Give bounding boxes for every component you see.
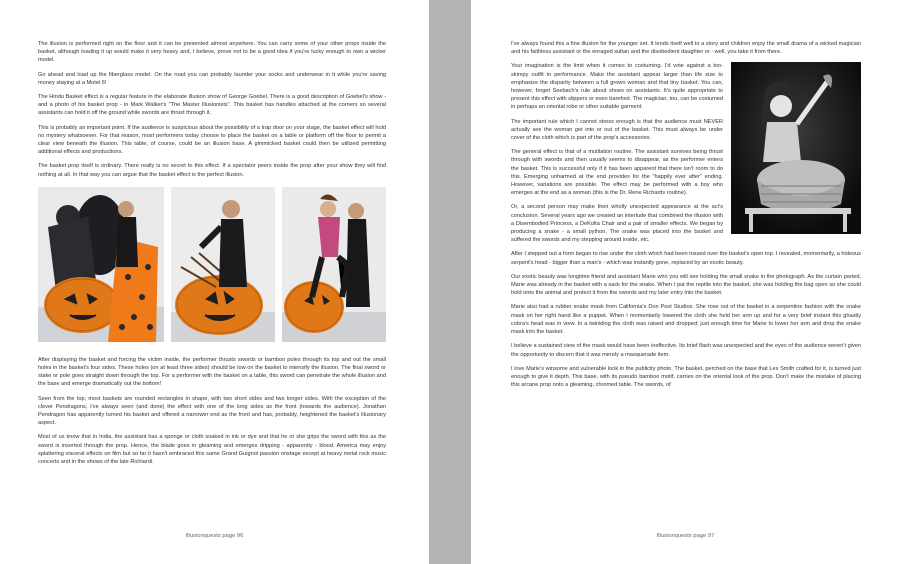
paragraph: The general effect is that of a mutilation routine. The assistant survives being thrust through with swords and then usually seems to disappear, as the performer enters the basket. This is successful only if it has been apparent that there isn't room to do this. Emerging unharmed at the end provides for the "happily ever after" ending. However, variations are possible. The effect may be performed with a boy who emerges at the end as a woman (this is the Dr. Rene Richards routine). [511,149,723,197]
photo-marie-basket [731,62,861,234]
paragraph: The basket prop itself is ordinary. There really is no secret to this effect. If a spectator peers inside the prop after your show they will find nothing at all. In that way you can argue that the basket effect is the perfect illusion. [38,163,386,178]
paragraph: After displaying the basket and forcing the victim inside, the performer thrusts swords or bamboo poles through its top and out the small holes in the basket's four sides. These holes (on at least three sides) should be low on the basket to intensify the illusion. The final sword or stake or pole goes straight down through the top. For a performer with the basket on a table, this sword can penetrate the whole illusion and the base and emerge dramatically out the bottom! [38,356,386,388]
page-footer: Illusionquests page 96 [185,533,244,539]
left-page-content [38,40,386,472]
paragraph: I believe a sustained view of the mask would have been ineffective. Its brief flash was unexpected and the eyes of the audience weren't given the opportunity to discern that it was merely a masquerade item. [511,343,861,358]
paragraph: Most of us know that in India, the assistant has a sponge or cloth soaked in ink or dye and that he or she grips the sword with this as the sword is inserted through the prop. Hence, the blade goes in gleaming and emerges dripping - apparently - blood. America may enjoy splattering visceral effects on film but so far it hasn't embraced this same Grand Guignol passion onstage except at heavy metal rock music concerts and in the shows of the late Richiardi. [38,434,386,466]
paragraph: Or, a second person may make their wholly unexpected appearance at the act's conclusion. Several years ago we created an interlude that combined the illusion with a Disembodied Princess, a DeKolta Chair and a pair of smaller effects. We began by producing a snake - a small python. The snake was placed into the basket and suffered the swords and my stepping around inside, etc. [511,204,723,244]
paragraph: I love Marie's winsome and vulnerable look in the publicity photo. The basket, perched on the base that Les Smith crafted for it, is turned just enough to give it depth. This base, with its pseudo bamboo motif, carries on the oriental look of the prop. Don't make the mistake of placing this arcane prop onto a gleaming, chromed table. The swords, of [511,365,861,389]
paragraph: The Hindu Basket effect is a regular feature in the elaborate illusion show of George Goebel. There is a good description of Goebel's show - and a photo of his basket prop - in Mark Walker's "The Master Illusionists". This basket has handles attached at the corners so several assistants can hold it off the ground while swords are thrust through it. [38,94,386,117]
paragraph: This is probably an important point. If the audience is suspicious about the possibility of a trap door on your stage, the basket effect will hold no mystery whatsoever. For that reason, most performers today choose to place the basket on a table or platform off the floor to permit a clear view beneath the illusion. This table, of course, could be an illusion base. A gimmicked basket could then be utilized permitting additional effects and productions. [38,124,386,156]
photo-assistant-basket [282,187,386,342]
photo-performer-swords [171,187,275,342]
paragraph: Go ahead and load up the fiberglass model. On the road you can probably launder your socks and underwear in it while you're saving money staying at a Motel 6! [38,71,386,86]
left-page [0,0,429,564]
paragraph: Seen from the top, most baskets are rounded rectangles in shape, with two short sides and two longer sides. With the exception of the clever Pendragons, I've always seen (and done) the effect with one of the long sides as the front (towards the audience). Jonathan Pendragon has apparently turned his basket and offered a narrower end as the front and has, probably, heightened the basket's illusionary aspect. [38,395,386,427]
paragraph: The important rule which I cannot stress enough is that the audience must NEVER actually see the woman get into or out of the basket. This must always be under cover of the cloth which is part of the prop's accessories. [511,118,723,142]
right-page [471,0,900,564]
photo-strip [38,187,386,342]
page-footer: Illusionquests page 97 [656,533,715,539]
paragraph: Marie also had a rubber snake mask from California's Don Post Studios. She rose out of the basket in a serpentine fashion with the snake mask on her right hand like a puppet. When I momentarily lowered the cloth she held her arm up and for a very brief instant this ghastly cobra's head was in view. In a twinkling the cloth was raised and dropped; just enough time for Marie to lower her arm and drop the snake mask into the basket. [511,304,861,336]
paragraph: After I stepped out a form began to rise under the cloth which had been tossed over the basket's open top. I revealed, momentarily, a hideous serpent's head - bigger than a man's - which was instantly gone, replaced by an exotic beauty. [511,251,861,266]
page-gutter [429,0,471,564]
paragraph: Your imagination is the limit when it comes to costuming. I'd vote against a too-skimpy outfit in performance. Make the assistant appear larger than life size to emphasize the disparity between a full grown woman and that tiny basket. You can, however, forget Seebach's rule about shoes on assistants. It's quite appropriate to present this effect with slippers or even barefoot. The magician, too, can be costumed in perhaps an oriental robe or other suitable garment. [511,63,723,111]
photo-performer-cloth [38,187,164,342]
right-page-content [511,40,861,395]
paragraph: The illusion is performed right on the floor and it can be presented almost anywhere. You can carry some of your other props inside the basket, although loading it up would make it very heavy and, I believe, prove not to be a good idea if you're lucky enough to own a wicker model. [38,41,386,64]
paragraph: Our exotic beauty was longtime friend and assistant Marie who you will see holding the small snake in the photograph. As the curtain parted, Marie was already in the basket with a sack for the snake. When I put the reptile into the basket, she was holding the bag open so she could hold onto the animal and protect it from the swords and my later entry into the basket. [511,273,861,297]
paragraph: I've always found this a fine illusion for the younger set. It lends itself well to a story and children enjoy the small drama of a wicked magician and his faithless assistant or the enraged sultan and the disobedient daughter or - well, you take it from there. [511,41,861,56]
